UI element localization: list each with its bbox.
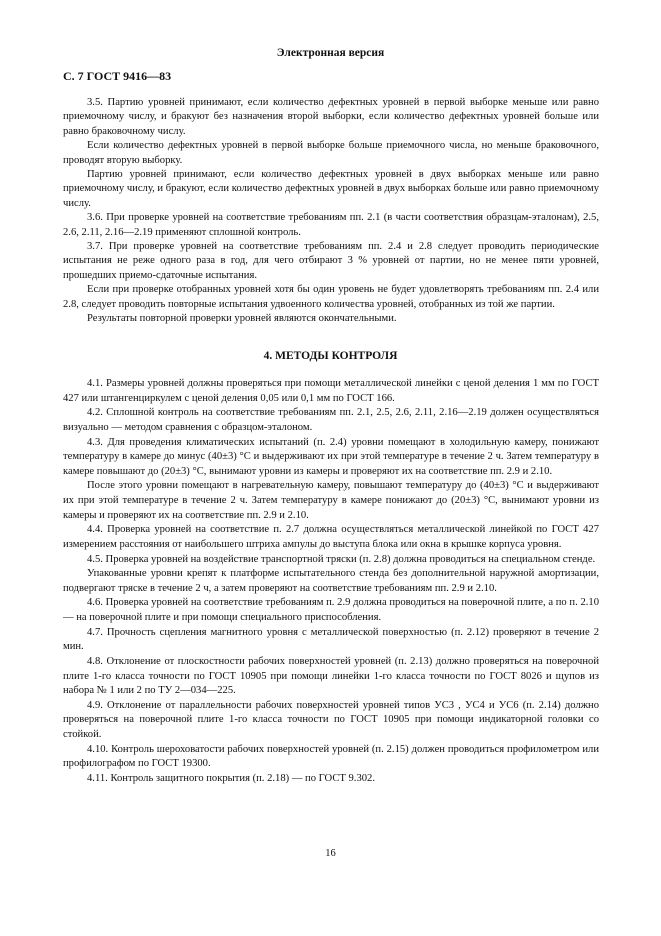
paragraph: Упакованные уровни крепят к платформе испытательного стенда без дополнительной наружной амортизации, подвергают тряске в течение 2 ч, а затем проверяют на соответствие требованиям пп. 2.9 и 2.10. bbox=[63, 568, 599, 594]
paragraph: 3.5. Партию уровней принимают, если количество дефектных уровней в первой выборке меньше или равно приемочному числу, и бракуют без назначения второй выборки, если количество дефектных уровней больше или равно браковочному числу. bbox=[63, 97, 599, 137]
paragraph: 4.6. Проверка уровней на соответствие требованиям п. 2.9 должна проводиться на поверочной плите, а по п. 2.10 — на поверочной плите и при помощи специального приспособления. bbox=[63, 597, 599, 623]
paragraph: 4.2. Сплошной контроль на соответствие требованиям пп. 2.1, 2.5, 2.6, 2.11, 2.16—2.19 должен осуществляться визуально — методом сравнения с образцом-эталоном. bbox=[63, 407, 599, 433]
paragraph: Партию уровней принимают, если количество дефектных уровней в двух выборках меньше или равно приемочному числу, и бракуют, если количество дефектных уровней в двух выборках больше или равно приемочному числу. bbox=[63, 169, 599, 209]
paragraph: 3.6. При проверке уровней на соответствие требованиям пп. 2.1 (в части соответствия образцам-эталонам), 2.5, 2.6, 2.11, 2.16—2.19 применяют сплошной контроль. bbox=[63, 212, 599, 238]
paragraph: 4.3. Для проведения климатических испытаний (п. 2.4) уровни помещают в холодильную камеру, понижают температуру в камере до минус (40±3) °С и выдерживают их при этой температуре в течение 2 ч. Затем температуру в камере повышают до (20±3) °С, вынимают уровни из камеры и проверяют их на соответствие пп. 2.9 и 2.10. bbox=[63, 436, 599, 477]
section-4-title: 4. МЕТОДЫ КОНТРОЛЯ bbox=[263, 350, 398, 362]
paragraph: 4.7. Прочность сцепления магнитного уровня с металлической поверхностью (п. 2.12) проверяют в течение 2 мин. bbox=[63, 626, 599, 653]
paragraph: 4.1. Размеры уровней должны проверяться при помощи металлической линейки с ценой деления 1 мм по ГОСТ 427 или штангенциркулем с ценой деления 0,05 или 0,1 мм по ГОСТ 166. bbox=[63, 378, 599, 404]
paragraph: Результаты повторной проверки уровней являются окончательными. bbox=[87, 313, 397, 325]
paragraph: 3.7. При проверке уровней на соответствие требованиям пп. 2.4 и 2.8 следует проводить периодические испытания не реже одного раза в год, для чего отбирают 3 % уровней от партии, но не менее пяти уровней, прошедших приемо-сдаточные испытания. bbox=[63, 241, 599, 281]
page-reference: С. 7 ГОСТ 9416—83 bbox=[63, 69, 172, 83]
paragraph: 4.4. Проверка уровней на соответствие п. 2.7 должна осуществляться металлической линейкой по ГОСТ 427 измерением расстояния от наибольшего штриха ампулы до выступа блока или окна в крышке корпуса уровня. bbox=[63, 524, 599, 550]
section-4-text bbox=[63, 377, 599, 787]
paragraph: Если при проверке отобранных уровней хотя бы один уровень не будет удовлетворять требованиям пп. 2.4 или 2.8, следует проводить повторные испытания удвоенного количества уровней, отобранных из той же партии. bbox=[63, 284, 599, 310]
paragraph: 4.11. Контроль защитного покрытия (п. 2.18) — по ГОСТ 9.302. bbox=[87, 772, 375, 784]
paragraph: Если количество дефектных уровней в первой выборке больше приемочного числа, но меньше браковочного, проводят вторую выборку. bbox=[63, 140, 599, 166]
paragraph: 4.9. Отклонение от параллельности рабочих поверхностей уровней типов УС3 , УС4 и УС6 (п. 2.14) должно проверяться на поверочной плите 1-го класса точности по ГОСТ 10905 при помощи индикаторной головки со стойкой. bbox=[63, 699, 599, 740]
paragraph: 4.10. Контроль шероховатости рабочих поверхностей уровней (п. 2.15) должен проводиться профилометром или профилографом по ГОСТ 19300. bbox=[63, 743, 599, 770]
electronic-version-header: Электронная версия bbox=[276, 47, 385, 59]
section-3-text bbox=[63, 96, 599, 327]
paragraph: 4.5. Проверка уровней на воздействие транспортной тряски (п. 2.8) должна проводиться на специальном стенде. bbox=[87, 553, 596, 565]
page-number: 16 bbox=[325, 848, 336, 859]
paragraph: После этого уровни помещают в нагревательную камеру, повышают температуру до (40±3) °С и выдерживают их при этой температуре в течение 2 ч. Затем температуру в камере понижают до (20±3) °С, вынимают уровни из камеры и проверяют их на соответствие пп. 2.9 и 2.10. bbox=[63, 480, 599, 521]
paragraph: 4.8. Отклонение от плоскостности рабочих поверхностей уровней (п. 2.13) должно проверяться на поверочной плите 1-го класса точности по ГОСТ 10905 при помощи линейки 1-го класса точности по ГОСТ 8026 и щупов из набора № 1 или 2 по ТУ 2—034—225. bbox=[63, 655, 599, 697]
